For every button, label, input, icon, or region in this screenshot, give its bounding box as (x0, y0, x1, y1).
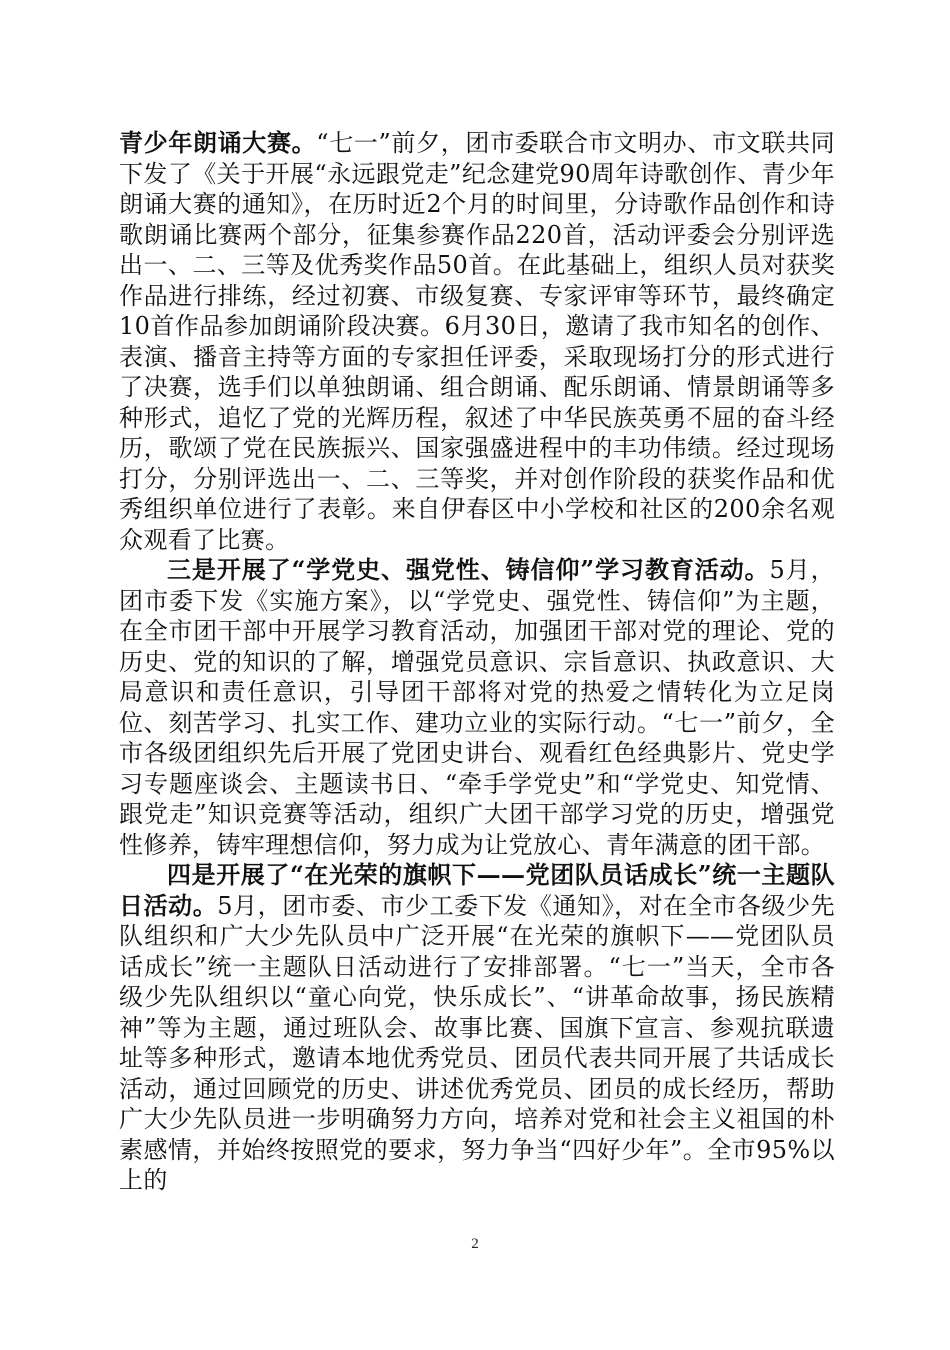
paragraph-text: 5月，团市委、市少工委下发《通知》，对在全市各级少先队组织和广大少先队员中广泛开展“在光荣的旗帜下——党团队员话成长”统一主题队日活动进行了安排部署。“七一”当天，全市各级少先队组织以“童心向党，快乐成长”、“讲革命故事，扬民族精神”等为主题，通过班队会、故事比赛、国旗下宣言、参观抗联遗址等多种形式，邀请本地优秀党员、团员代表共同开展了共话成长活动，通过回顾党的历史、讲述优秀党员、团员的成长经历，帮助广大少先队员进一步明确努力方向，培养对党和社会主义祖国的朴素感情，并始终按照党的要求，努力争当“四好少年”。全市95%以上的 (119, 891, 835, 1194)
paragraph-text: 5月，团市委下发《实施方案》，以“学党史、强党性、铸信仰”为主题，在全市团干部中开展学习教育活动，加强团干部对党的理论、党的历史、党的知识的了解，增强党员意识、宗旨意识、执政意识、大局意识和责任意识，引导团干部将对党的热爱之情转化为立足岗位、刻苦学习、扎实工作、建功立业的实际行动。“七一”前夕，全市各级团组织先后开展了党团史讲台、观看红色经典影片、党史学习专题座谈会、主题读书日、“牵手学党史”和“学党史、知党情、跟党走”知识竞赛等活动，组织广大团干部学习党的历史，增强党性修养，铸牢理想信仰，努力成为让党放心、青年满意的团干部。 (119, 556, 836, 859)
paragraph-heading: 青少年朗诵大赛。 (119, 128, 317, 157)
paragraph-heading: 四是开展了“在光荣的旗帜下——党团队员话成长”统一主题队日活动。 (119, 860, 835, 920)
paragraph-recitation-contest (119, 128, 835, 555)
paragraph-party-history-study (119, 555, 835, 860)
document-body (119, 128, 835, 1196)
paragraph-text: “七一”前夕，团市委联合市文明办、市文联共同下发了《关于开展“永远跟党走”纪念建党90周年诗歌创作、青少年朗诵大赛的通知》，在历时近2个月的时间里，分诗歌作品创作和诗歌朗诵比赛两个部分，征集参赛作品220首，活动评委会分别评选出一、二、三等及优秀奖作品50首。在此基础上，组织人员对获奖作品进行排练，经过初赛、市级复赛、专家评审等环节，最终确定10首作品参加朗诵阶段决赛。6月30日，邀请了我市知名的创作、表演、播音主持等方面的专家担任评委，采取现场打分的形式进行了决赛，选手们以单独朗诵、组合朗诵、配乐朗诵、情景朗诵等多种形式，追忆了党的光辉历程，叙述了中华民族英勇不屈的奋斗经历，歌颂了党在民族振兴、国家强盛进程中的丰功伟绩。经过现场打分，分别评选出一、二、三等奖，并对创作阶段的获奖作品和优秀组织单位进行了表彰。来自伊春区中小学校和社区的200余名观众观看了比赛。 (119, 129, 835, 554)
paragraph-heading: 三是开展了“学党史、强党性、铸信仰”学习教育活动。 (167, 555, 770, 584)
paragraph-team-day-activity (119, 860, 835, 1196)
page-number: 2 (471, 1236, 479, 1252)
